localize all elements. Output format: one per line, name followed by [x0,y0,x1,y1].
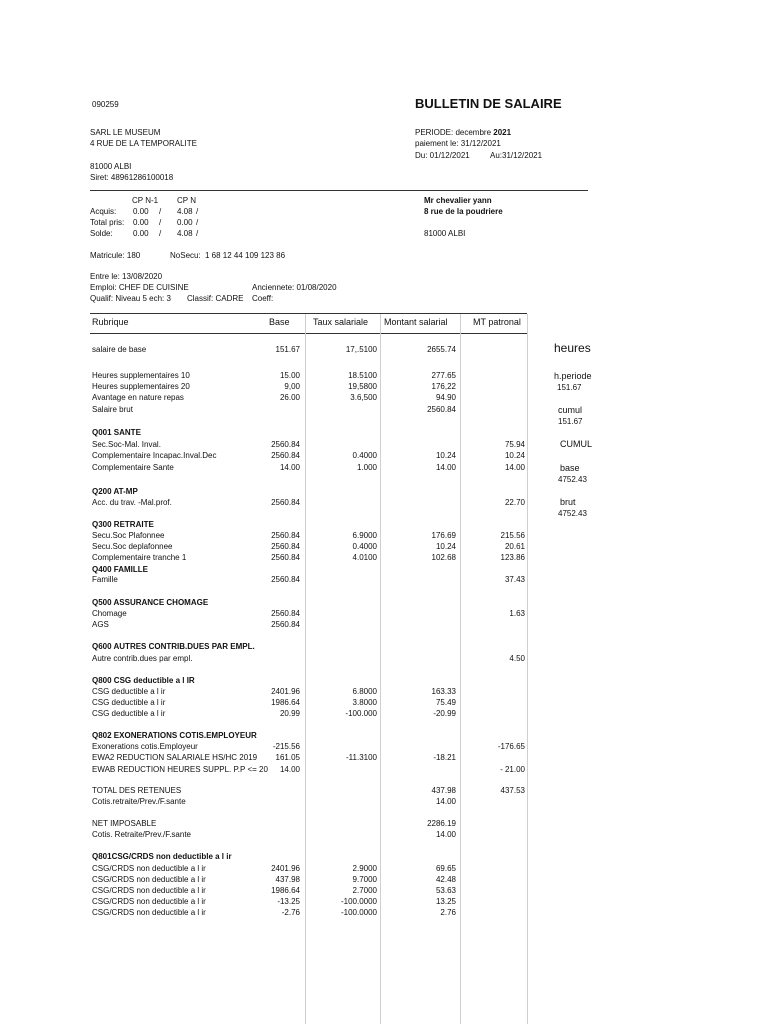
row-taux: -100.0000 [340,908,377,917]
row-patronal: 37.43 [504,575,525,584]
side-hours-title: heures [554,341,591,355]
header-divider [90,190,588,191]
employee-city: 81000 ALBI [424,229,466,238]
row-taux: 2.7000 [352,886,377,895]
row-base: 2560.84 [271,440,300,449]
row-label: Heures supplementaires 20 [92,382,190,391]
row-label: Famille [92,575,118,584]
header-patronal: MT patronal [473,317,521,327]
row-label: Q500 ASSURANCE CHOMAGE [92,598,209,607]
row-montant: 94.90 [435,393,456,402]
seniority-date: Anciennete: 01/08/2020 [252,283,337,292]
row-label: Sec.Soc-Mal. Inval. [92,440,161,449]
row-taux: -100.000 [345,709,377,718]
row-base: 2560.84 [271,620,300,629]
row-label: salaire de base [92,345,147,354]
row-base: 9,00 [284,382,300,391]
row-label: Cotis.retraite/Prev./F.sante [92,797,186,806]
row-base: -2.76 [281,908,300,917]
nosecu-value: 1 68 12 44 109 123 86 [205,251,286,260]
header-taux: Taux salariale [313,317,369,327]
row-label: EWA2 REDUCTION SALARIALE HS/HC 2019 [92,753,258,762]
row-label: CSG deductible a l ir [92,698,166,707]
row-label: Q001 SANTE [92,428,141,437]
side-hperiode-label: h.periode [554,371,592,381]
row-label: CSG/CRDS non deductible a l ir [92,875,206,884]
row-taux: -11.3100 [346,753,377,762]
side-hperiode-value: 151.67 [557,383,582,392]
row-label: CSG deductible a l ir [92,687,166,696]
side-base-label: base [560,463,580,473]
table-header-rule [90,333,527,334]
row-base: 2401.96 [271,687,300,696]
payment-date: paiement le: 31/12/2021 [415,139,501,148]
document-title: BULLETIN DE SALAIRE [415,96,562,111]
row-montant: 13.25 [435,897,456,906]
row-montant: 10.24 [435,451,456,460]
row-label: Acc. du trav. -Mal.prof. [92,498,172,507]
row-label: Autre contrib.dues par empl. [92,654,193,663]
row-taux: 2.9000 [352,864,377,873]
row-montant: -20.99 [433,709,456,718]
row-taux: 19,5800 [348,382,377,391]
row-patronal: 215.56 [500,531,525,540]
row-label: NET IMPOSABLE [92,819,157,828]
row-patronal: 75.94 [504,440,525,449]
row-base: 20.99 [279,709,300,718]
row-label: Chomage [92,609,127,618]
row-base: 14.00 [279,463,300,472]
row-patronal: -176.65 [497,742,525,751]
row-taux: 18.5100 [348,371,377,380]
row-label: Complementaire Incapac.Inval.Dec [92,451,217,460]
cp-prev-header: CP N-1 [132,196,159,205]
row-label: Complementaire tranche 1 [92,553,187,562]
row-label: Secu.Soc deplafonnee [92,542,173,551]
row-base: -13.25 [277,897,300,906]
row-label: CSG/CRDS non deductible a l ir [92,897,206,906]
row-label: CSG/CRDS non deductible a l ir [92,908,206,917]
row-patronal: 4.50 [509,654,525,663]
row-patronal: - 21.00 [500,765,525,774]
row-label: Secu.Soc Plafonnee [92,531,165,540]
row-montant: 277.65 [431,371,456,380]
row-label: Cotis. Retraite/Prev./F.sante [92,830,191,839]
row-base: 2560.84 [271,609,300,618]
row-taux: 6.8000 [352,687,377,696]
document-reference: 090259 [92,100,119,109]
period-start: Du: 01/12/2021 [415,151,470,160]
side-brut-value: 4752.43 [558,509,587,518]
row-base: -215.56 [272,742,300,751]
row-base: 2560.84 [271,498,300,507]
period-end: Au:31/12/2021 [490,151,543,160]
row-base: 151.67 [275,345,300,354]
matricule: Matricule: 180 [90,251,141,260]
entry-date: Entre le: 13/08/2020 [90,272,163,281]
row-montant: 10.24 [435,542,456,551]
row-montant: 163.33 [431,687,456,696]
row-montant: 2655.74 [427,345,456,354]
row-patronal: 437.53 [500,786,525,795]
row-label: Avantage en nature repas [92,393,184,402]
coefficient: Coeff: [252,294,274,303]
row-label: CSG/CRDS non deductible a l ir [92,864,206,873]
side-brut-label: brut [560,497,576,507]
row-patronal: 20.61 [504,542,525,551]
row-base: 1986.64 [271,886,300,895]
header-montant: Montant salarial [384,317,448,327]
row-label: Q600 AUTRES CONTRIB.DUES PAR EMPL. [92,642,255,651]
row-label: TOTAL DES RETENUES [92,786,182,795]
row-taux: 0.4000 [352,451,377,460]
row-label: Q400 FAMILLE [92,565,149,574]
qualification: Qualif: Niveau 5 ech: 3 [90,294,171,303]
company-street: 4 RUE DE LA TEMPORALITE [90,139,197,148]
column-divider [460,314,461,1024]
row-base: 2560.84 [271,451,300,460]
row-taux: 17,.5100 [345,345,377,354]
row-montant: 53.63 [435,886,456,895]
header-rubrique: Rubrique [92,317,129,327]
row-montant: 2560.84 [427,405,456,414]
side-cumul-label: cumul [558,405,583,415]
row-patronal: 1.63 [509,609,525,618]
classification: Classif: CADRE [187,294,244,303]
row-montant: 75.49 [435,698,456,707]
row-montant: 176,22 [431,382,456,391]
row-patronal: 14.00 [504,463,525,472]
table-top-rule [90,313,527,314]
row-label: AGS [92,620,109,629]
row-montant: 14.00 [435,463,456,472]
row-base: 2560.84 [271,531,300,540]
company-siret: Siret: 48961286100018 [90,173,174,182]
row-taux: -100.0000 [340,897,377,906]
employee-street: 8 rue de la poudriere [424,207,503,216]
row-montant: 69.65 [435,864,456,873]
row-montant: -18.21 [433,753,456,762]
row-taux: 0.4000 [352,542,377,551]
row-label: Heures supplementaires 10 [92,371,190,380]
cp-current-header: CP N [177,196,196,205]
side-cumul-caps-label: CUMUL [560,439,593,449]
row-label: Complementaire Sante [92,463,174,472]
job-title: Emploi: CHEF DE CUISINE [90,283,189,292]
row-label: Exonerations cotis.Employeur [92,742,198,751]
row-base: 1986.64 [271,698,300,707]
row-label: Q801CSG/CRDS non deductible a l ir [92,852,232,861]
row-base: 2560.84 [271,575,300,584]
row-base: 2560.84 [271,553,300,562]
row-label: Q300 RETRAITE [92,520,154,529]
row-label: Salaire brut [92,405,133,414]
row-montant: 14.00 [435,830,456,839]
side-cumul-value: 151.67 [558,417,583,426]
row-base: 161.05 [275,753,300,762]
row-taux: 1.000 [356,463,377,472]
row-label: CSG/CRDS non deductible a l ir [92,886,206,895]
column-divider [527,314,528,1024]
row-montant: 2286.19 [427,819,456,828]
nosecu-label: NoSecu: [170,251,201,260]
row-patronal: 22.70 [504,498,525,507]
period-label: PERIODE: decembre 2021 [415,128,512,137]
employee-name: Mr chevalier yann [424,196,492,205]
row-taux: 6.9000 [352,531,377,540]
row-label: EWAB REDUCTION HEURES SUPPL. P.P <= 20 [92,765,268,774]
row-patronal: 123.86 [500,553,525,562]
row-taux: 9.7000 [352,875,377,884]
row-montant: 2.76 [440,908,456,917]
row-montant: 14.00 [435,797,456,806]
row-label: CSG deductible a l ir [92,709,166,718]
company-name: SARL LE MUSEUM [90,128,161,137]
row-base: 2401.96 [271,864,300,873]
side-base-value: 4752.43 [558,475,587,484]
row-label: Q800 CSG deductible a l IR [92,676,195,685]
header-base: Base [269,317,290,327]
row-base: 14.00 [279,765,300,774]
row-patronal: 10.24 [504,451,525,460]
row-base: 2560.84 [271,542,300,551]
row-base: 26.00 [279,393,300,402]
row-montant: 102.68 [431,553,456,562]
row-montant: 42.48 [435,875,456,884]
row-label: Q200 AT-MP [92,487,138,496]
row-base: 437.98 [275,875,300,884]
row-base: 15.00 [279,371,300,380]
row-taux: 3.8000 [352,698,377,707]
row-taux: 4.0100 [352,553,377,562]
row-taux: 3.6,500 [350,393,377,402]
company-city: 81000 ALBI [90,162,132,171]
row-label: Q802 EXONERATIONS COTIS.EMPLOYEUR [92,731,257,740]
row-montant: 437.98 [431,786,456,795]
row-montant: 176.69 [431,531,456,540]
